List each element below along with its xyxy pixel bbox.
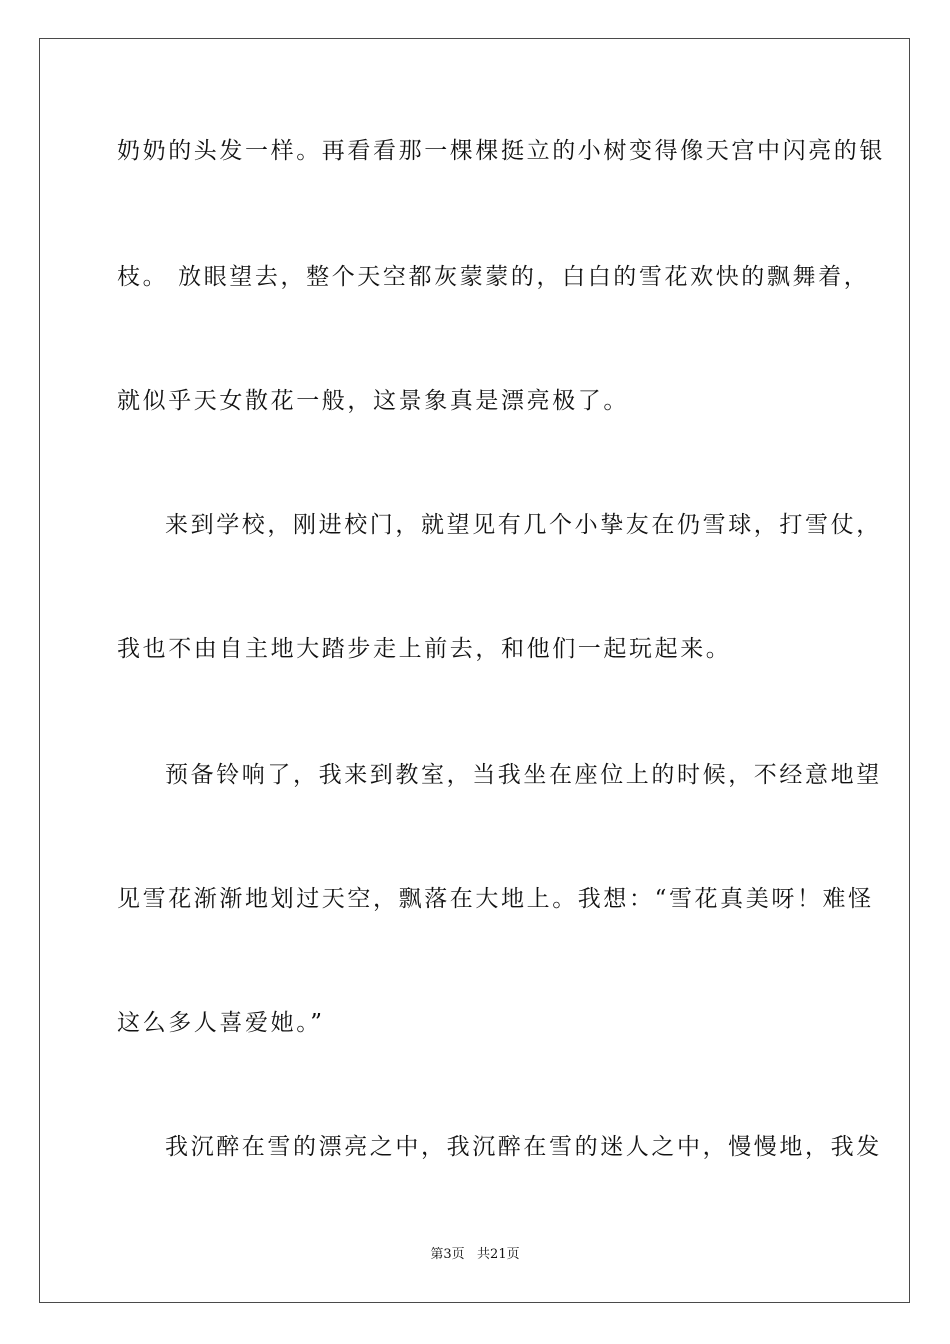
- page-frame: [39, 38, 910, 1303]
- page-number-footer: 第3页 共21页: [430, 1247, 520, 1262]
- text-line: 就似乎天女散花一般，这景象真是漂亮极了。: [117, 388, 629, 414]
- text-line: 这么多人喜爱她。”: [117, 1010, 325, 1036]
- text-line: 奶奶的头发一样。再看看那一棵棵挺立的小树变得像天宫中闪亮的银: [117, 138, 885, 164]
- paragraph-start-line: 我沉醉在雪的漂亮之中，我沉醉在雪的迷人之中，慢慢地，我发: [165, 1134, 882, 1160]
- paragraph-start-line: 预备铃响了，我来到教室，当我坐在座位上的时候，不经意地望: [165, 762, 882, 788]
- text-line: 枝。 放眼望去，整个天空都灰蒙蒙的，白白的雪花欢快的飘舞着，: [117, 264, 870, 290]
- paragraph-start-line: 来到学校，刚进校门，就望见有几个小挚友在仍雪球，打雪仗，: [165, 512, 882, 538]
- text-line: 见雪花渐渐地划过天空，飘落在大地上。我想：“雪花真美呀！难怪: [117, 886, 874, 912]
- text-line: 我也不由自主地大踏步走上前去，和他们一起玩起来。: [117, 636, 732, 662]
